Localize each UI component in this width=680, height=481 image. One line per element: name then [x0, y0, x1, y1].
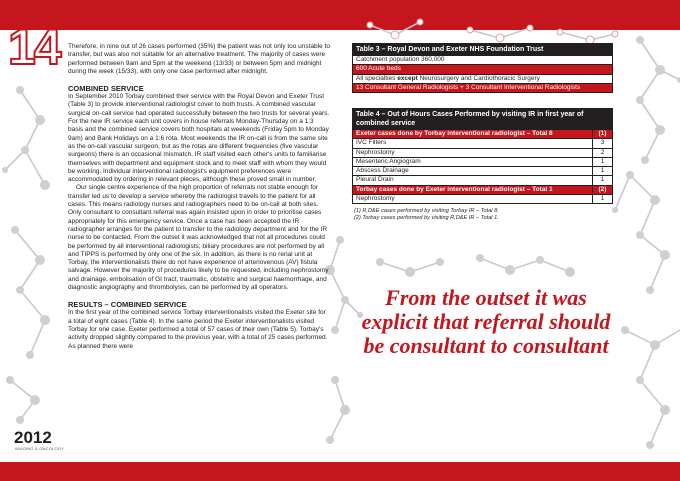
combined-service-paragraph: In September 2010 Torbay combined their service with the Royal Devon and Exeter Trust (Table 3) to provide interventional radiologist cover to both trusts. A combined vascular surgical on-call service had operated successfully between the two trusts for several years. For the new IR service each unit covers in house referrals Monday-Thursday on a 1:3 basis and the combined service covers both hospitals at weekends (Friday 5pm to Monday 9am) and Bank Holidays on a 1:6 rota. Most weekends the IR on-call is from the same site as the on-call vascular surgeon, but as the rotas are different frequencies (five vascular surgeons) there is an occasional mismatch. IR staff visited each other's units to familiarise themselves with department and equipment stock and to meet staff with whom they would be working. Individual interventional radiologist's equipment preferences were accommodated by ordering in relevant pieces, although these proved small in number.	[68, 93, 330, 184]
table-3-row: 13 Consultant General Radiologists + 3 Consultant Interventional Radiologists	[353, 83, 613, 92]
table-3-title: Table 3 – Royal Devon and Exeter NHS Foundation Trust	[353, 44, 613, 56]
row-value: 1	[593, 157, 613, 166]
table-row	[353, 130, 613, 139]
table-note: (2) Torbay cases performed by visiting R,D&E IR – Total 1.	[354, 215, 499, 221]
row-value: 1	[593, 176, 613, 185]
row-label: Nephrostomy	[353, 148, 593, 157]
table-row	[353, 157, 613, 166]
row-label: Mesenteric Angiogram	[353, 157, 593, 166]
table-note: (1) R,D&E cases performed by visiting Torbay IR – Total 8.	[354, 208, 499, 214]
table-row	[353, 176, 613, 185]
table-4-notes	[354, 208, 614, 222]
combined-service-paragraph-2: Our single centre experience of the high proportion of referrals not stable enough for transfer led us to develop a service whereby the radiologist travels to the patient for all cases. This means radiology nurses and radiographers need to be on-call at both sites. Only consultant to consultant referral was again insisted upon in order to prioritise cases appropriately for this emergency service. Once a case has been accepted the IR radiographer arranges for the patient to transfer to the radiology department and for the IR nurse to be contacted. From the outset it was acknowledged that not all procedures could be performed by all interventional radiologists; biliary procedures are not performed by all and TIPPS is performed by only one of the six. In addition, as there is no renal unit at Torbay, the interventionalists there do not have experience of arteriovenous (AV) fistula salvage. However the majority of procedures likely to be requested, including nephrostomy and drainage, embolisation of GI tract, traumatic, obstetric and surgical haemorrhage, and diagnostic angiography and thrombolysis, can be performed by all operators.	[68, 184, 329, 292]
row-label: Exeter cases done by Torbay interventional radiologist – Total 8	[353, 130, 593, 139]
row-label: Nephrostomy	[353, 195, 593, 204]
heading-combined-service: COMBINED SERVICE	[68, 84, 144, 94]
table-row	[353, 167, 613, 176]
table-row	[353, 148, 613, 157]
row-label: IVC Filters	[353, 139, 593, 148]
table-3-row: Catchment population 360,000	[353, 56, 613, 65]
table-3-row-emphasis: except	[397, 74, 418, 82]
table-3-row: 600 Acute beds	[353, 65, 613, 74]
row-value: 1	[593, 167, 613, 176]
page-number: 14	[8, 19, 60, 75]
table-row	[353, 195, 613, 204]
table-4-title: Table 4 – Out of Hours Cases Performed by visiting IR in first year of combined service	[353, 109, 613, 130]
article-body	[68, 43, 330, 351]
table-row	[353, 185, 613, 194]
row-label: Torbay cases done by Exeter interventional radiologist – Total 1	[353, 185, 593, 194]
row-value: (1)	[593, 130, 613, 139]
issue-subtitle: IMAGING & ONCOLOGY	[15, 446, 64, 451]
row-label: Abscess Drainage	[353, 167, 593, 176]
results-paragraph: In the first year of the combined service Torbay interventionalists visited the Exeter site for a total of eight cases (Table 4). In the same period the Exeter interventionalists visited Torbay for one case. Exeter performed a total of 57 cases of their own (Table 5). Torbay's activity dropped slightly compared to the previous year, with a total of 25 cases performed. As planned there were	[68, 309, 328, 350]
intro-paragraph: Therefore, in nine out of 26 cases performed (35%) the patient was not only too unstable to transfer, but was also not suitable for an alternative treatment. The majority of cases were performed between 9am and 5pm at the weekend (13/33) or between 5pm and midnight during the week (15/33), with only one case performed after midnight.	[68, 43, 330, 75]
table-3	[352, 43, 613, 93]
issue-year: 2012	[14, 428, 52, 447]
bottom-band	[0, 462, 680, 481]
table-4	[352, 108, 613, 204]
pull-quote: From the outset it was explicit that referral should be consultant to consultant	[361, 285, 611, 358]
row-value: 2	[593, 148, 613, 157]
row-value: 1	[593, 195, 613, 204]
row-value: 3	[593, 139, 613, 148]
heading-results: RESULTS – COMBINED SERVICE	[68, 300, 187, 310]
table-3-row	[353, 74, 613, 83]
row-label: Pleural Drain	[353, 176, 593, 185]
row-value: (2)	[593, 185, 613, 194]
table-3-row-text: All specialties	[356, 74, 398, 82]
top-band	[0, 0, 680, 30]
table-3-row-text: Neurosurgery and Cardiothoracic Surgery	[417, 74, 540, 82]
table-row	[353, 139, 613, 148]
